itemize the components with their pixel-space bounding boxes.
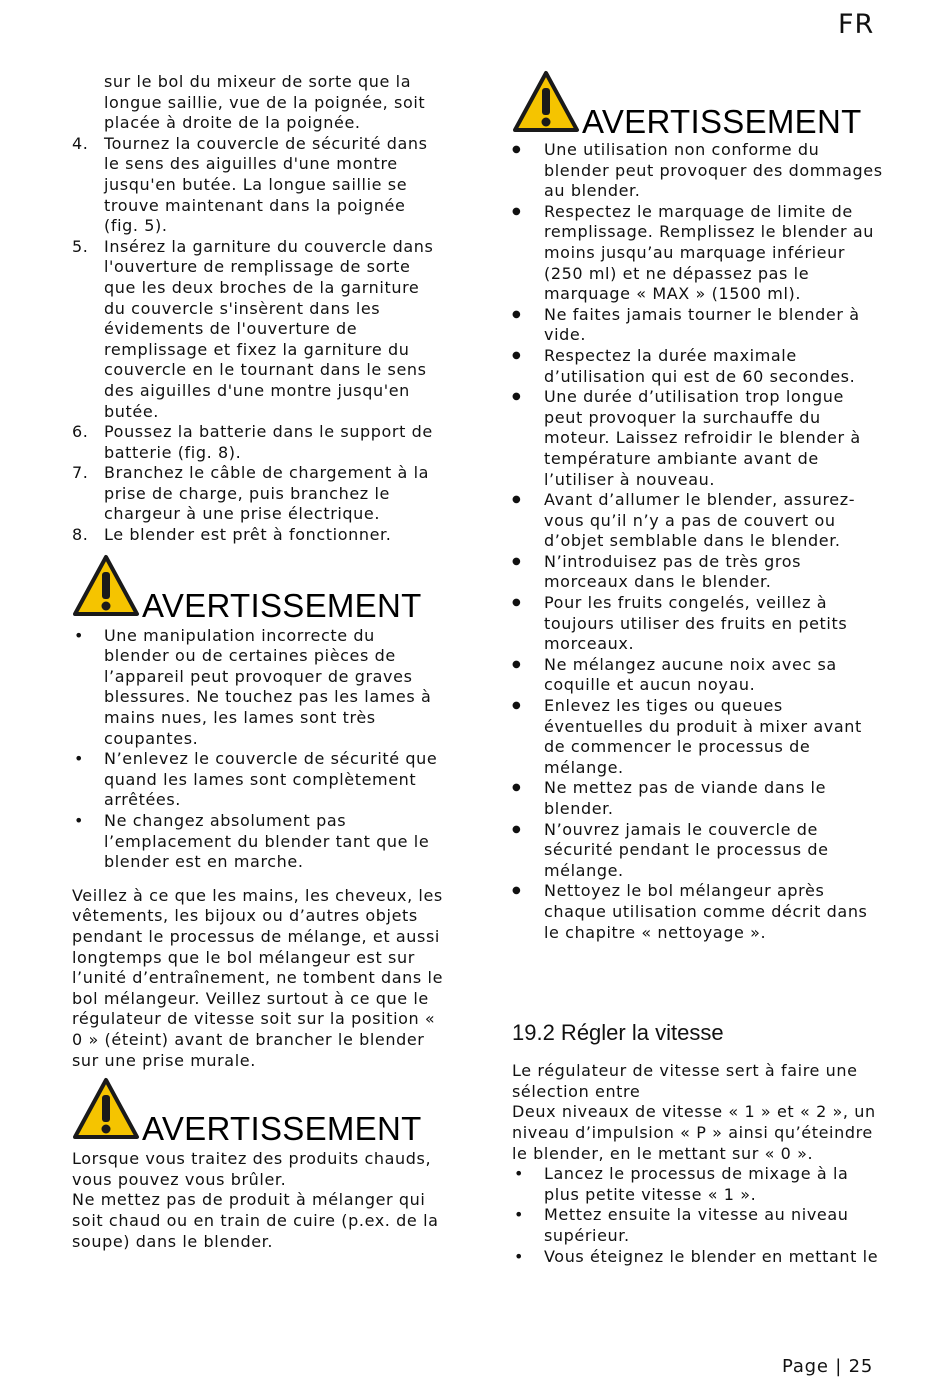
list-item: ● Pour les fruits congelés, veillez à toujours utiliser des fruits en petits morceaux.	[512, 593, 848, 654]
section-text: Deux niveaux de vitesse « 1 » et « 2 », un niveau d’impulsion « P » ainsi qu’éteindre le blender, en le mettant sur « 0 ».	[512, 1102, 876, 1163]
list-item: ● N’introduisez pas de très gros morceaux dans le blender.	[512, 551, 802, 592]
list-item: ● Ne faites jamais tourner le blender à vide.	[512, 304, 860, 345]
warning-list	[72, 626, 444, 873]
step-item: 8. Le blender est prêt à fonctionner.	[72, 525, 392, 545]
page-number: Page | 25	[782, 1356, 874, 1377]
list-item: ● Enlevez les tiges ou queues éventuelles du produit à mixer avant de commencer le processus de mélange.	[512, 696, 862, 777]
list-item: ● Avant d’allumer le blender, assurez-vous qu’il n’y a pas de couvert ou d’objet semblable dans le blender.	[512, 490, 856, 551]
list-item: ● Ne mettez pas de viande dans le blender.	[512, 778, 827, 818]
list-item: • Lancez le processus de mixage à la plus petite vitesse « 1 ».	[514, 1164, 849, 1204]
safety-paragraph: Veillez à ce que les mains, les cheveux, les vêtements, les bijoux ou d’autres objets pendant le processus de mélange, et aussi longtemps que le bol mélangeur est sur l’unité d’entraînement, ne tombent dans le bol mélangeur. Veillez surtout à ce que le régulateur de vitesse soit sur la position « 0 » (éteint) avant de brancher le blender sur une prise murale.	[72, 885, 444, 1070]
list-item: • N’enlevez le couvercle de sécurité que quand les lames sont complètement arrêtées.	[74, 749, 438, 810]
list-item: ● Ne mélangez aucune noix avec sa coquille et aucun noyau.	[512, 654, 837, 695]
warning-triangle-icon	[512, 70, 580, 134]
list-item: ● Respectez le marquage de limite de remplissage. Remplissez le blender au moins jusqu’au marquage inférieur (250 ml) et ne dépassez pas le marquage « MAX » (1500 ml).	[512, 201, 874, 304]
speed-list	[512, 1164, 884, 1267]
list-item: • Mettez ensuite la vitesse au niveau supérieur.	[514, 1205, 849, 1245]
step-item: 5. Insérez la garniture du couvercle dans l'ouverture de remplissage de sorte que les deux broches de la garniture du couvercle s'insèrent dans les évidements de l'ouverture de remplissage et fixez la garniture du couvercle en le tournant dans le sens des aiguilles d'une montre jusqu'en butée.	[72, 236, 434, 421]
warning-text: Lorsque vous traitez des produits chauds, vous pouvez vous brûler.	[72, 1149, 432, 1189]
intro-text: sur le bol du mixeur de sorte que la longue saillie, vue de la poignée, soit placée à droite de la poignée.	[104, 72, 426, 133]
list-item: ● Respectez la durée maximale d’utilisation qui est de 60 secondes.	[512, 345, 856, 386]
step-item: 6. Poussez la batterie dans le support de batterie (fig. 8).	[72, 422, 433, 462]
warning-title: AVERTISSEMENT	[142, 586, 422, 624]
right-column	[512, 70, 884, 1267]
step-item: 4. Tournez la couvercle de sécurité dans le sens des aiguilles d'une montre jusqu'en butée. La longue saillie se trouve maintenant dans la poignée (fig. 5).	[72, 133, 428, 236]
warning-header	[72, 554, 444, 626]
step-item: 7. Branchez le câble de chargement à la prise de charge, puis branchez le chargeur à une prise électrique.	[72, 463, 430, 524]
list-item: ● Une utilisation non conforme du blender peut provoquer des dommages au blender.	[512, 140, 883, 201]
warning-triangle-icon	[72, 554, 140, 618]
section-text: Le régulateur de vitesse sert à faire une sélection entre	[512, 1061, 858, 1101]
warning-list	[480, 140, 884, 943]
language-label: FR	[838, 9, 875, 40]
warning-triangle-icon	[72, 1077, 140, 1141]
list-item: • Ne changez absolument pas l’emplacement du blender tant que le blender est en marche.	[74, 811, 430, 872]
list-item: • Vous éteignez le blender en mettant le	[514, 1246, 879, 1266]
list-item: ● N’ouvrez jamais le couvercle de sécurité pendant le processus de mélange.	[512, 819, 829, 880]
warning-text: Ne mettez pas de produit à mélanger qui soit chaud ou en train de cuire (p.ex. de la soupe) dans le blender.	[72, 1190, 439, 1251]
list-item: • Une manipulation incorrecte du blender ou de certaines pièces de l’appareil peut provoquer de graves blessures. Ne touchez pas les lames à mains nues, les lames sont très coupantes.	[74, 625, 432, 748]
left-column	[72, 72, 444, 1252]
list-item: ● Nettoyez le bol mélangeur après chaque utilisation comme décrit dans le chapitre « nettoyage ».	[512, 881, 868, 942]
warning-header	[512, 70, 884, 142]
steps-list	[72, 134, 444, 546]
warning-header	[72, 1077, 444, 1149]
list-item: ● Une durée d’utilisation trop longue peut provoquer la surchauffe du moteur. Laissez refroidir le blender à température ambiante avant de l’utiliser à nouveau.	[512, 387, 861, 489]
warning-title: AVERTISSEMENT	[582, 103, 862, 140]
warning-title: AVERTISSEMENT	[142, 1110, 422, 1148]
section-heading: 19.2 Régler la vitesse	[512, 1020, 724, 1046]
